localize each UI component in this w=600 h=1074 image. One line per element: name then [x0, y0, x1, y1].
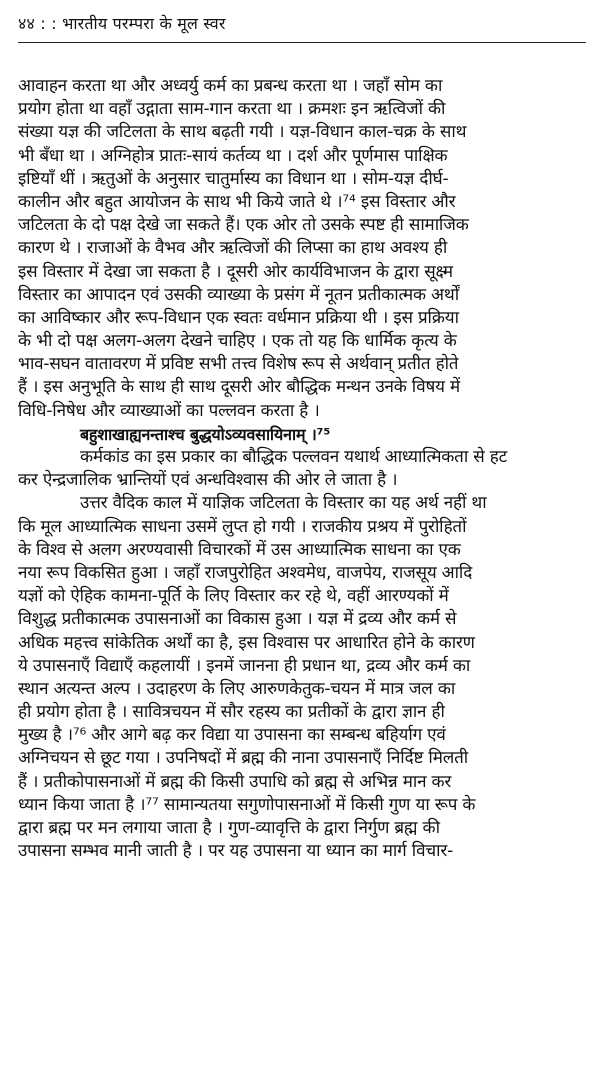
paragraph-3: [18, 492, 586, 863]
text-line: ही प्रयोग होता है । सावित्रचयन में सौर रहस्य का प्रतीकों के द्वारा ज्ञान ही: [18, 702, 445, 723]
text-line: संख्या यज्ञ की जटिलता के साथ बढ़ती गयी । यज्ञ-विधान काल-चक्र के साथ: [18, 122, 467, 143]
text-line: मुख्य है ।⁷⁶ और आगे बढ़ कर विद्या या उपासना का सम्बन्ध बहिर्याग एवं: [18, 725, 446, 746]
text-line: कर ऐन्द्रजालिक भ्रान्तियों एवं अन्धविश्वास की ओर ले जाता है ।: [18, 470, 398, 491]
text-line: हैं । इस अनुभूति के साथ ही साथ दूसरी ओर बौद्धिक मन्थन उनके विषय में: [18, 377, 460, 398]
text-line: ध्यान किया जाता है ।⁷⁷ सामान्यतया सगुणोपासनाओं में किसी गुण या रूप के: [18, 794, 476, 815]
text-line: नया रूप विकसित हुआ । जहाँ राजपुरोहित अश्वमेध, वाजपेय, राजसूय आदि: [18, 562, 473, 583]
text-line: का आविष्कार और रूप-विधान एक स्वतः वर्धमान प्रक्रिया थी । इस प्रक्रिया: [18, 307, 459, 328]
text-line: अग्निचयन से छूट गया । उपनिषदों में ब्रह्म की नाना उपासनाएँ निर्दिष्ट मिलती: [18, 748, 468, 769]
text-line: प्रयोग होता था वहाँ उद्गाता साम-गान करता था । क्रमशः इन ऋत्विजों की: [18, 99, 446, 120]
text-line: द्वारा ब्रह्म पर मन लगाया जाता है । गुण-व्यावृत्ति के द्वारा निर्गुण ब्रह्म की: [18, 818, 440, 838]
text-line: के विश्व से अलग अरण्यवासी विचारकों में उस आध्यात्मिक साधना का एक: [18, 539, 461, 560]
text-line: इस विस्तार में देखा जा सकता है । दूसरी ओर कार्यविभाजन के द्वारा सूक्ष्म: [18, 261, 453, 282]
running-header: ४४ : : भारतीय परम्परा के मूल स्वर: [18, 12, 586, 43]
text-line: विशुद्ध प्रतीकात्मक उपासनाओं का विकास हुआ । यज्ञ में द्रव्य और कर्म से: [18, 609, 457, 630]
text-line: भाव-सघन वातावरण में प्रविष्ट सभी तत्त्व विशेष रूप से अर्थवान् प्रतीत होते: [18, 354, 459, 375]
text-line: विस्तार का आपादन एवं उसकी व्याख्या के प्रसंग में नूतन प्रतीकात्मक अर्थों: [18, 284, 459, 305]
text-line: उपासना सम्भव मानी जाती है । पर यह उपासना या ध्यान का मार्ग विचार-: [18, 841, 454, 862]
text-line: जटिलता के दो पक्ष देखे जा सकते हैं। एक ओर तो उसके स्पष्ट ही सामाजिक: [18, 215, 469, 236]
paragraph-2: [18, 446, 586, 492]
text-line: कारण थे । राजाओं के वैभव और ऋत्विजों की लिप्सा का हाथ अवश्य ही: [18, 238, 448, 259]
text-line: कालीन और बहुत आयोजन के साथ भी किये जाते थे ।⁷⁴ इस विस्तार और: [18, 191, 456, 212]
text-line: कर्मकांड का इस प्रकार का बौद्धिक पल्लवन यथार्थ आध्यात्मिकता से हट: [80, 447, 507, 467]
text-line: हैं । प्रतीकोपासनाओं में ब्रह्म की किसी उपाधि को ब्रह्म से अभिन्न मान कर: [18, 771, 452, 792]
text-line: ये उपासनाएँ विद्याएँ कहलायीं । इनमें जानना ही प्रधान था, द्रव्य और कर्म का: [18, 655, 471, 676]
sanskrit-quote: बहुशाखाह्यनन्ताश्च बुद्धयोऽव्यवसायिनाम् ।⁷⁵: [80, 424, 331, 444]
text-line: भी बँधा था । अग्निहोत्र प्रातः-सायं कर्तव्य था । दर्श और पूर्णमास पाक्षिक: [18, 145, 448, 166]
text-line: इष्टियाँ थीं । ऋतुओं के अनुसार चातुर्मास्य का विधान था । सोम-यज्ञ दीर्घ-: [18, 168, 449, 189]
text-line: स्थान अत्यन्त अल्प । उदाहरण के लिए आरुणकेतुक-चयन में मात्र जल का: [18, 678, 456, 699]
page-body: [18, 75, 586, 863]
text-line: विधि-निषेध और व्याख्याओं का पल्लवन करता है ।: [18, 400, 320, 421]
text-line: उत्तर वैदिक काल में याज्ञिक जटिलता के विस्तार का यह अर्थ नहीं था: [80, 493, 487, 514]
text-line: के भी दो पक्ष अलग-अलग देखने चाहिए । एक तो यह कि धार्मिक कृत्य के: [18, 331, 457, 352]
text-line: आवाहन करता था और अध्वर्यु कर्म का प्रबन्ध करता था । जहाँ सोम का: [18, 76, 443, 96]
text-line: कि मूल आध्यात्मिक साधना उसमें लुप्त हो गयी । राजकीय प्रश्रय में पुरोहितों: [18, 516, 467, 537]
paragraph-1: [18, 75, 586, 423]
text-line: यज्ञों को ऐहिक कामना-पूर्ति के लिए विस्तार कर रहे थे, वहीं आरण्यकों में: [18, 586, 449, 607]
text-line: अधिक महत्त्व सांकेतिक अर्थों का है, इस विश्वास पर आधारित होने के कारण: [18, 632, 475, 653]
